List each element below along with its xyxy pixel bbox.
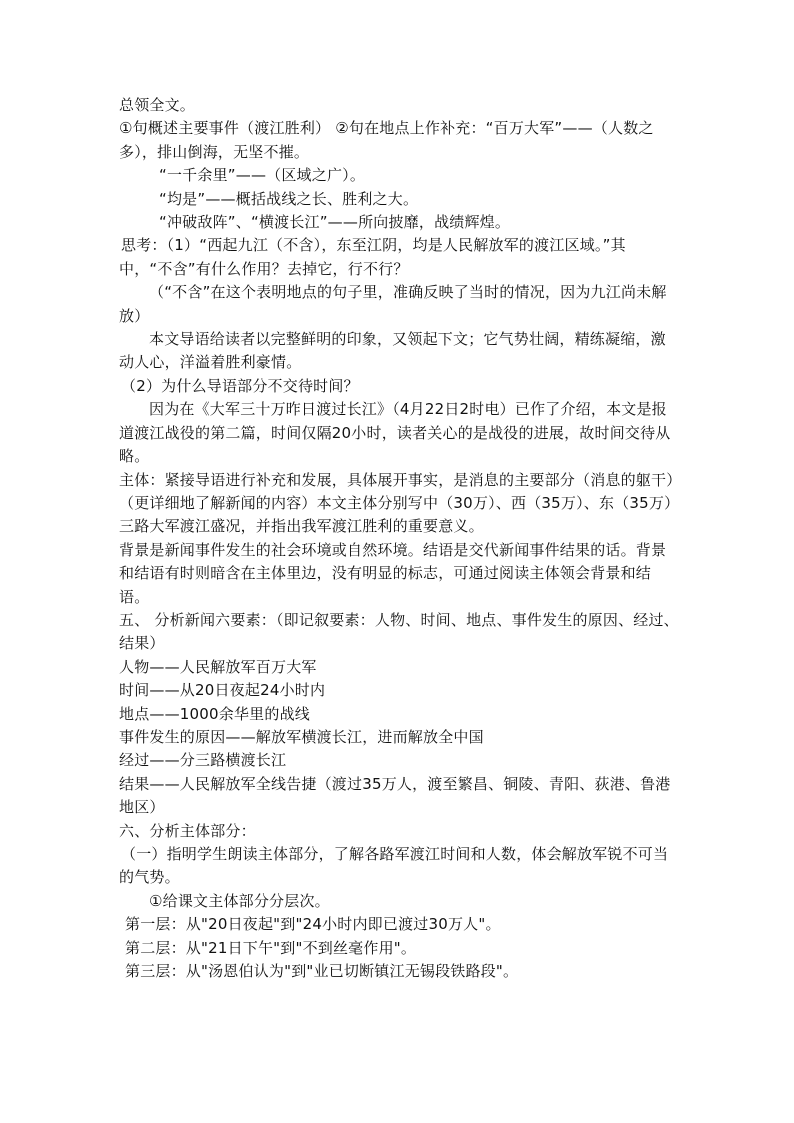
section-heading: 六、分析主体部分： (119, 821, 256, 840)
paragraph: 总领全文。 (119, 96, 196, 114)
element-item: 时间——从20日夜起24小时内 (119, 681, 326, 700)
paragraph: 主体：紧接导语进行补充和发展，具体展开事实，是消息的主要部分（消息的躯干）（更详细地了解新闻的内容）本文主体分别写中（30万）、西（35万）、东（35万）三路大军渡江盛况，并指出我军渡江胜利的重要意义。 (119, 470, 674, 536)
paragraph: （一）指明学生朗读主体部分，了解各路军渡江时间和人数，体会解放军锐不可当的气势。 (119, 845, 669, 887)
paragraph: 本文导语给读者以完整鲜明的印象，又领起下文；它气势壮阔，精练凝缩，激动人心，洋溢着胜利豪情。 (119, 330, 666, 372)
section-heading: 五、 分析新闻六要素：（即记叙要素：人物、时间、地点、事件发生的原因、经过、结果） (119, 610, 679, 653)
layer-item: 第三层：从"汤恩伯认为"到"业已切断镇江无锡段铁路段"。 (125, 962, 519, 981)
element-item: 结果——人民解放军全线告捷（渡过35万人，渡至繁昌、铜陵、青阳、荻港、鲁港地区） (119, 774, 671, 817)
paragraph: 思考：（1）“西起九江（不含），东至江阴，均是人民解放军的渡江区域。”其中，“不含”有什么作用？去掉它，行不行？ (119, 236, 626, 278)
paragraph: （“不含”在这个表明地点的句子里，准确反映了当时的情况，因为九江尚未解放） (119, 283, 667, 325)
paragraph: ①给课文主体部分分层次。 (149, 891, 330, 910)
layer-item: 第二层：从"21日下午"到"不到丝毫作用"。 (125, 938, 417, 957)
element-item: 地点——1000余华里的战线 (119, 704, 310, 723)
paragraph: ①句概述主要事件（渡江胜利） ②句在地点上作补充：“百万大军”——（人数之多），排山倒海，无坚不摧。 (119, 119, 654, 161)
element-item: 人物——人民解放军百万大军 (119, 657, 317, 676)
paragraph: 因为在《大军三十万昨日渡过长江》（4月22日2时电）已作了介绍，本文是报道渡江战役的第二篇，时间仅隔20小时，读者关心的是战役的进展，故时间交待从略。 (119, 400, 671, 466)
paragraph: “均是”——概括战线之长、胜利之大。 (159, 189, 419, 208)
paragraph: （2）为什么导语部分不交待时间？ (121, 376, 359, 395)
element-item: 事件发生的原因——解放军横渡长江，进而解放全中国 (119, 727, 484, 746)
paragraph: “冲破敌阵”、“横渡长江”——所向披靡，战绩辉煌。 (159, 213, 511, 232)
layer-item: 第一层：从"20日夜起"到"24小时内即已渡过30万人"。 (125, 915, 501, 934)
paragraph: “一千余里”——（区域之广）。 (159, 166, 366, 185)
document-body (119, 94, 679, 983)
element-item: 经过——分三路横渡长江 (119, 751, 287, 770)
paragraph: 背景是新闻事件发生的社会环境或自然环境。结语是交代新闻事件结果的话。背景和结语有时则暗含在主体里边，没有明显的标志，可通过阅读主体领会背景和结语。 (119, 540, 667, 606)
